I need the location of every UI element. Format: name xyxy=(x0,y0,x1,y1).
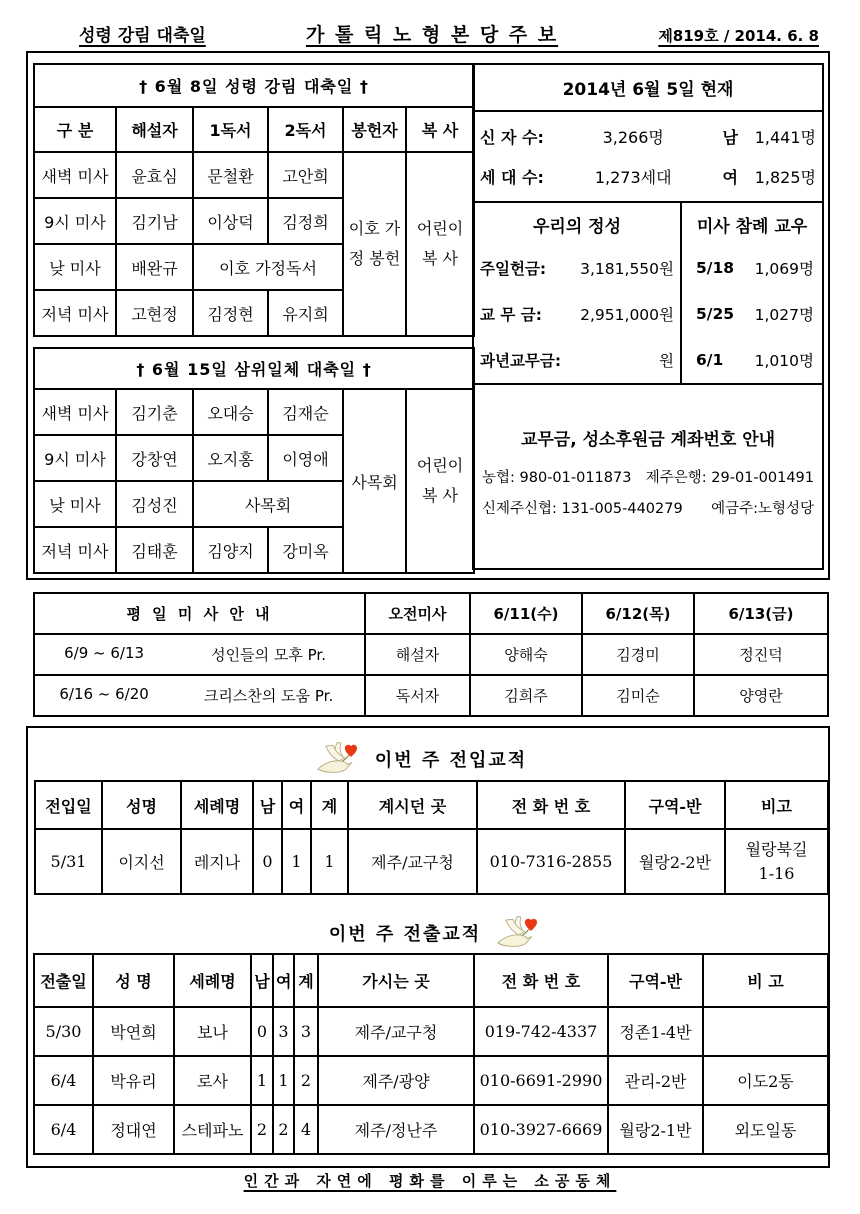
col-header: 남 xyxy=(251,954,273,1007)
mass-table-june8-title: † 6월 8일 성령 강림 대축일 † xyxy=(34,64,474,107)
attendance-count: 1,010명 xyxy=(754,352,814,370)
reader1: 오대승 xyxy=(193,389,268,435)
date-header: 6/13(금) xyxy=(694,593,828,634)
bank3: 신제주신협: 131-005-440279 xyxy=(482,501,683,517)
date-header: 6/12(목) xyxy=(582,593,694,634)
commentator: 김태훈 xyxy=(116,527,193,573)
reader1: 김정현 xyxy=(193,290,268,336)
households-value: 1,273세대 xyxy=(594,168,672,188)
pastyear-value: 원 xyxy=(659,352,674,370)
pastyear-dues xyxy=(474,337,680,383)
dove-heart-icon xyxy=(315,740,361,778)
footer-motto: 인간과 자연에 평화를 이루는 소공동체 xyxy=(243,1172,617,1190)
col-header: 2독서 xyxy=(268,107,343,152)
commentator: 윤효심 xyxy=(116,152,193,198)
believers-label: 신 자 수: xyxy=(480,127,544,147)
altar-server-cell: 어린이 복 사 xyxy=(406,152,474,336)
altar-server-cell: 어린이 복 사 xyxy=(406,389,474,573)
col-header: 비고 xyxy=(725,781,828,829)
offerings-attendance xyxy=(474,203,822,385)
commentator: 배완규 xyxy=(116,244,193,290)
account-line-1 xyxy=(482,466,814,487)
col-header: 비 고 xyxy=(703,954,828,1007)
role-cell: 독서자 xyxy=(365,675,470,716)
weekday-title: 평 일 미 사 안 내 xyxy=(34,593,365,634)
reader1: 김양지 xyxy=(193,527,268,573)
mass-label: 9시 미사 xyxy=(34,198,116,244)
account-line-2 xyxy=(482,497,814,518)
col-header: 세례명 xyxy=(181,781,253,829)
col-header: 구역-반 xyxy=(625,781,725,829)
commentator: 김기춘 xyxy=(116,389,193,435)
name-cell: 김경미 xyxy=(582,634,694,675)
attendance-count: 1,027명 xyxy=(754,306,814,324)
name-cell: 김희주 xyxy=(470,675,582,716)
mass-label: 낮 미사 xyxy=(34,244,116,290)
believers-value: 3,266명 xyxy=(602,127,664,147)
female-value: 1,825명 xyxy=(754,168,816,188)
transfer-out-row: 6/4 정대연 스테파노 2 2 4 제주/정난주 010-3927-6669 월랑2-1반 외도일동 xyxy=(34,1105,828,1154)
mass-label: 새벽 미사 xyxy=(34,152,116,198)
households-line xyxy=(480,165,816,188)
dues-label: 교 무 금: xyxy=(480,306,542,324)
account-title: 교무금, 성소후원금 계좌번호 안내 xyxy=(520,430,776,450)
mass-label: 저녁 미사 xyxy=(34,290,116,336)
name-cell: 정진덕 xyxy=(694,634,828,675)
mass-label: 낮 미사 xyxy=(34,481,116,527)
col-header: 세례명 xyxy=(174,954,251,1007)
col-header: 전출일 xyxy=(34,954,93,1007)
col-header: 남 xyxy=(253,781,282,829)
dues-value: 2,951,000원 xyxy=(580,306,674,324)
commentator: 강창연 xyxy=(116,435,193,481)
transfer-frame xyxy=(26,726,830,1168)
attendance-title: 미사 참례 교우 xyxy=(696,216,808,237)
col-header: 여 xyxy=(282,781,311,829)
attendance-date: 5/25 xyxy=(696,305,735,323)
attendance-date: 6/1 xyxy=(696,351,724,369)
transfer-out-table xyxy=(33,953,829,1155)
attendance-count: 1,069명 xyxy=(754,260,814,278)
col-header: 성명 xyxy=(102,781,181,829)
issue-number: 제819호 / 2014. 6. 8 xyxy=(658,27,819,45)
pastyear-label: 과년교무금: xyxy=(480,352,562,370)
mass-label: 9시 미사 xyxy=(34,435,116,481)
account-holder: 예금주:노형성당 xyxy=(711,501,814,517)
col-header: 해설자 xyxy=(116,107,193,152)
reader2: 강미옥 xyxy=(268,527,343,573)
feast-name: 성령 강림 대축일 xyxy=(79,26,206,46)
dove-heart-icon xyxy=(495,914,541,952)
commentator: 김기남 xyxy=(116,198,193,244)
transfer-out-title: 이번 주 전출교적 xyxy=(28,914,828,952)
attendance-row xyxy=(682,291,822,337)
attendance-date: 5/18 xyxy=(696,259,735,277)
commentator: 김성진 xyxy=(116,481,193,527)
period-program-cell: 6/9 ~ 6/13 성인들의 모후 Pr. xyxy=(34,634,365,675)
offerings-column xyxy=(474,203,682,383)
dues-offering xyxy=(474,291,680,337)
col-header: 전 화 번 호 xyxy=(477,781,625,829)
sunday-label: 주일헌금: xyxy=(480,260,547,278)
stats-date: 2014년 6월 5일 현재 xyxy=(474,65,822,112)
member-counts xyxy=(474,112,822,203)
female-label: 여 xyxy=(722,168,738,188)
col-header: 전입일 xyxy=(35,781,102,829)
morning-mass-header: 오전미사 xyxy=(365,593,470,634)
mass-table-june15 xyxy=(33,347,475,574)
male-value: 1,441명 xyxy=(754,127,816,147)
reading-merged: 이호 가정독서 xyxy=(193,244,343,290)
offertory-cell: 이호 가정 봉헌 xyxy=(343,152,406,336)
reading-merged: 사목회 xyxy=(193,481,343,527)
bank1: 농협: 980-01-011873 xyxy=(482,470,632,486)
households-label: 세 대 수: xyxy=(480,168,544,188)
role-cell: 해설자 xyxy=(365,634,470,675)
col-header: 구역-반 xyxy=(608,954,703,1007)
transfer-in-table xyxy=(34,780,829,895)
col-header: 여 xyxy=(273,954,294,1007)
reader2: 이영애 xyxy=(268,435,343,481)
name-cell: 양영란 xyxy=(694,675,828,716)
offerings-title: 우리의 정성 xyxy=(532,216,622,237)
reader2: 김정희 xyxy=(268,198,343,244)
reader2: 유지희 xyxy=(268,290,343,336)
col-header: 복 사 xyxy=(406,107,474,152)
reader1: 이상덕 xyxy=(193,198,268,244)
reader1: 문철환 xyxy=(193,152,268,198)
col-header: 성 명 xyxy=(93,954,174,1007)
attendance-row xyxy=(682,337,822,383)
reader2: 김재순 xyxy=(268,389,343,435)
col-header: 계시던 곳 xyxy=(348,781,477,829)
believers-line xyxy=(480,125,816,148)
mass-table-june15-title: † 6월 15일 삼위일체 대축일 † xyxy=(34,348,474,389)
mass-table-june8 xyxy=(33,63,475,337)
reader1: 오지홍 xyxy=(193,435,268,481)
remark: 월랑북길 1-16 xyxy=(745,839,808,883)
top-frame xyxy=(26,51,830,580)
transfer-in-row: 5/31 이지선 레지나 0 1 1 제주/교구청 010-7316-2855 월랑2-2반 월랑북길 1-16 xyxy=(35,829,828,894)
transfer-out-row: 6/4 박유리 로사 1 1 2 제주/광양 010-6691-2990 관리-2반 이도2동 xyxy=(34,1056,828,1105)
attendance-column xyxy=(682,203,822,383)
col-header: 계 xyxy=(311,781,348,829)
commentator: 고현정 xyxy=(116,290,193,336)
parish-statistics xyxy=(472,63,824,570)
reader2: 고안희 xyxy=(268,152,343,198)
col-header: 1독서 xyxy=(193,107,268,152)
mass-label: 새벽 미사 xyxy=(34,389,116,435)
name-cell: 양해숙 xyxy=(470,634,582,675)
weekday-mass-table xyxy=(33,592,829,717)
sunday-value: 3,181,550원 xyxy=(580,260,674,278)
name-cell: 김미순 xyxy=(582,675,694,716)
col-header: 계 xyxy=(294,954,318,1007)
bulletin-title: 가 톨 릭 노 형 본 당 주 보 xyxy=(306,24,559,46)
period-program-cell: 6/16 ~ 6/20 크리스찬의 도움 Pr. xyxy=(34,675,365,716)
account-info xyxy=(474,385,822,568)
date-header: 6/11(수) xyxy=(470,593,582,634)
transfer-out-row: 5/30 박연희 보나 0 3 3 제주/교구청 019-742-4337 정존1-4반 xyxy=(34,1007,828,1056)
transfer-in-title: 이번 주 전입교적 xyxy=(28,740,828,778)
col-header: 봉헌자 xyxy=(343,107,406,152)
bank2: 제주은행: 29-01-001491 xyxy=(645,470,814,486)
sunday-offering xyxy=(474,245,680,291)
masthead xyxy=(27,20,833,47)
mass-label: 저녁 미사 xyxy=(34,527,116,573)
col-header: 구 분 xyxy=(34,107,116,152)
offertory-cell: 사목회 xyxy=(343,389,406,573)
male-label: 남 xyxy=(722,127,738,147)
attendance-row xyxy=(682,245,822,291)
col-header: 전 화 번 호 xyxy=(474,954,608,1007)
col-header: 가시는 곳 xyxy=(318,954,474,1007)
